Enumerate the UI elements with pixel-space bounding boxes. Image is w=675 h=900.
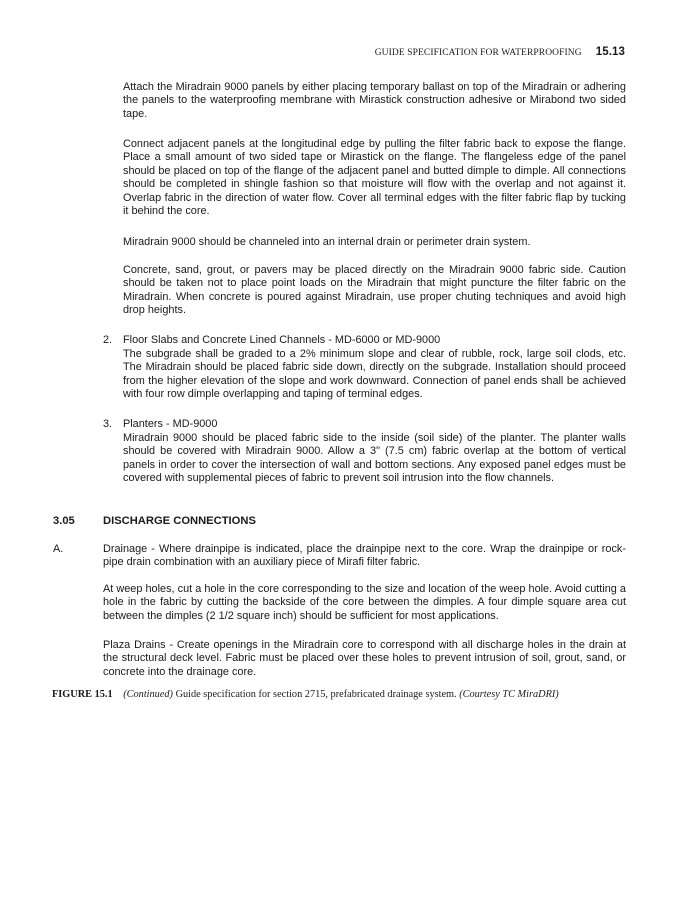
item-2-title: Floor Slabs and Concrete Lined Channels - MD-6000 or MD-9000 bbox=[123, 334, 441, 346]
paragraph-plaza-drains: Plaza Drains - Create openings in the Miradrain core to correspond with all discharge holes in the drain at the structural deck level. Fabric must be placed over these holes to prevent intrusion of soil, grout, sand, or concrete into the drainage core. bbox=[103, 639, 626, 678]
item-a-text: Drainage - Where drainpipe is indicated, place the drainpipe next to the core. Wrap the drainpipe or rock-pipe drain combination with an auxiliary piece of Mirafi filter fabric. bbox=[103, 543, 626, 569]
paragraph-concrete-placement: Concrete, sand, grout, or pavers may be placed directly on the Miradrain 9000 fabric side. Caution should be taken not to place point loads on the Miradrain that might puncture the filter fabric on the Miradrain. When concrete is poured against Miradrain, use proper chuting techniques and avoid high drop heights. bbox=[123, 264, 626, 317]
item-3-title: Planters - MD-9000 bbox=[123, 418, 218, 430]
section-number: 3.05 bbox=[53, 515, 75, 527]
page-number: 15.13 bbox=[595, 46, 625, 58]
figure-caption bbox=[52, 689, 632, 700]
item-3-text: Miradrain 9000 should be placed fabric side to the inside (soil side) of the planter. The planter walls should be covered with Miradrain 9000. Allow a 3" (7.5 cm) fabric overlap at the bottom of vertical panels in order to cover the intersection of wall and bottom sections. Any exposed panel edges must be covered with supplemental pieces of fabric to prevent soil intrusion into the flow channels. bbox=[123, 432, 626, 485]
caption-continued: (Continued) bbox=[123, 689, 173, 700]
item-3-number: 3. bbox=[103, 418, 113, 430]
caption-courtesy: (Courtesy TC MiraDRI) bbox=[459, 689, 559, 700]
figure-label: FIGURE 15.1 bbox=[52, 689, 113, 700]
item-2-number: 2. bbox=[103, 334, 113, 346]
paragraph-channel-drain: Miradrain 9000 should be channeled into an internal drain or perimeter drain system. bbox=[123, 236, 531, 248]
caption-text: Guide specification for section 2715, prefabricated drainage system. bbox=[175, 689, 457, 700]
running-header bbox=[375, 46, 625, 58]
paragraph-connect-panels: Connect adjacent panels at the longitudinal edge by pulling the filter fabric back to expose the flange. Place a small amount of two sided tape or Mirastick on the flange. The flangeless edge of the panel should be placed on top of the flange of the adjacent panel and butted dimple to dimple. All connections should be completed in shingle fashion so that moisture will flow with the overlap and not against it. Overlap fabric in the direction of water flow. Cover all terminal edges with the filter fabric flap by tucking it behind the core. bbox=[123, 138, 626, 218]
running-title: GUIDE SPECIFICATION FOR WATERPROOFING bbox=[374, 48, 582, 58]
section-title: DISCHARGE CONNECTIONS bbox=[103, 515, 256, 527]
item-a-letter: A. bbox=[53, 543, 64, 555]
paragraph-weep-holes: At weep holes, cut a hole in the core corresponding to the size and location of the weep hole. Avoid cutting a hole in the fabric by cutting the backside of the core between the dimples. A four dimple square area cut between the dimples (2 1/2 square inch) should be sufficient for most applications. bbox=[103, 583, 626, 622]
paragraph-attach-panels: Attach the Miradrain 9000 panels by either placing temporary ballast on top of the Miradrain or adhering the panels to the waterproofing membrane with Mirastick construction adhesive or Mirabond two sided tape. bbox=[123, 81, 626, 120]
item-2-text: The subgrade shall be graded to a 2% minimum slope and clear of rubble, rock, large soil clods, etc. The Miradrain should be placed fabric side down, directly on the subgrade. Installation should proceed from the higher elevation of the slope and work downward. Connection of panel ends shall be achieved with four row dimple overlapping and taping of terminal edges. bbox=[123, 348, 626, 401]
